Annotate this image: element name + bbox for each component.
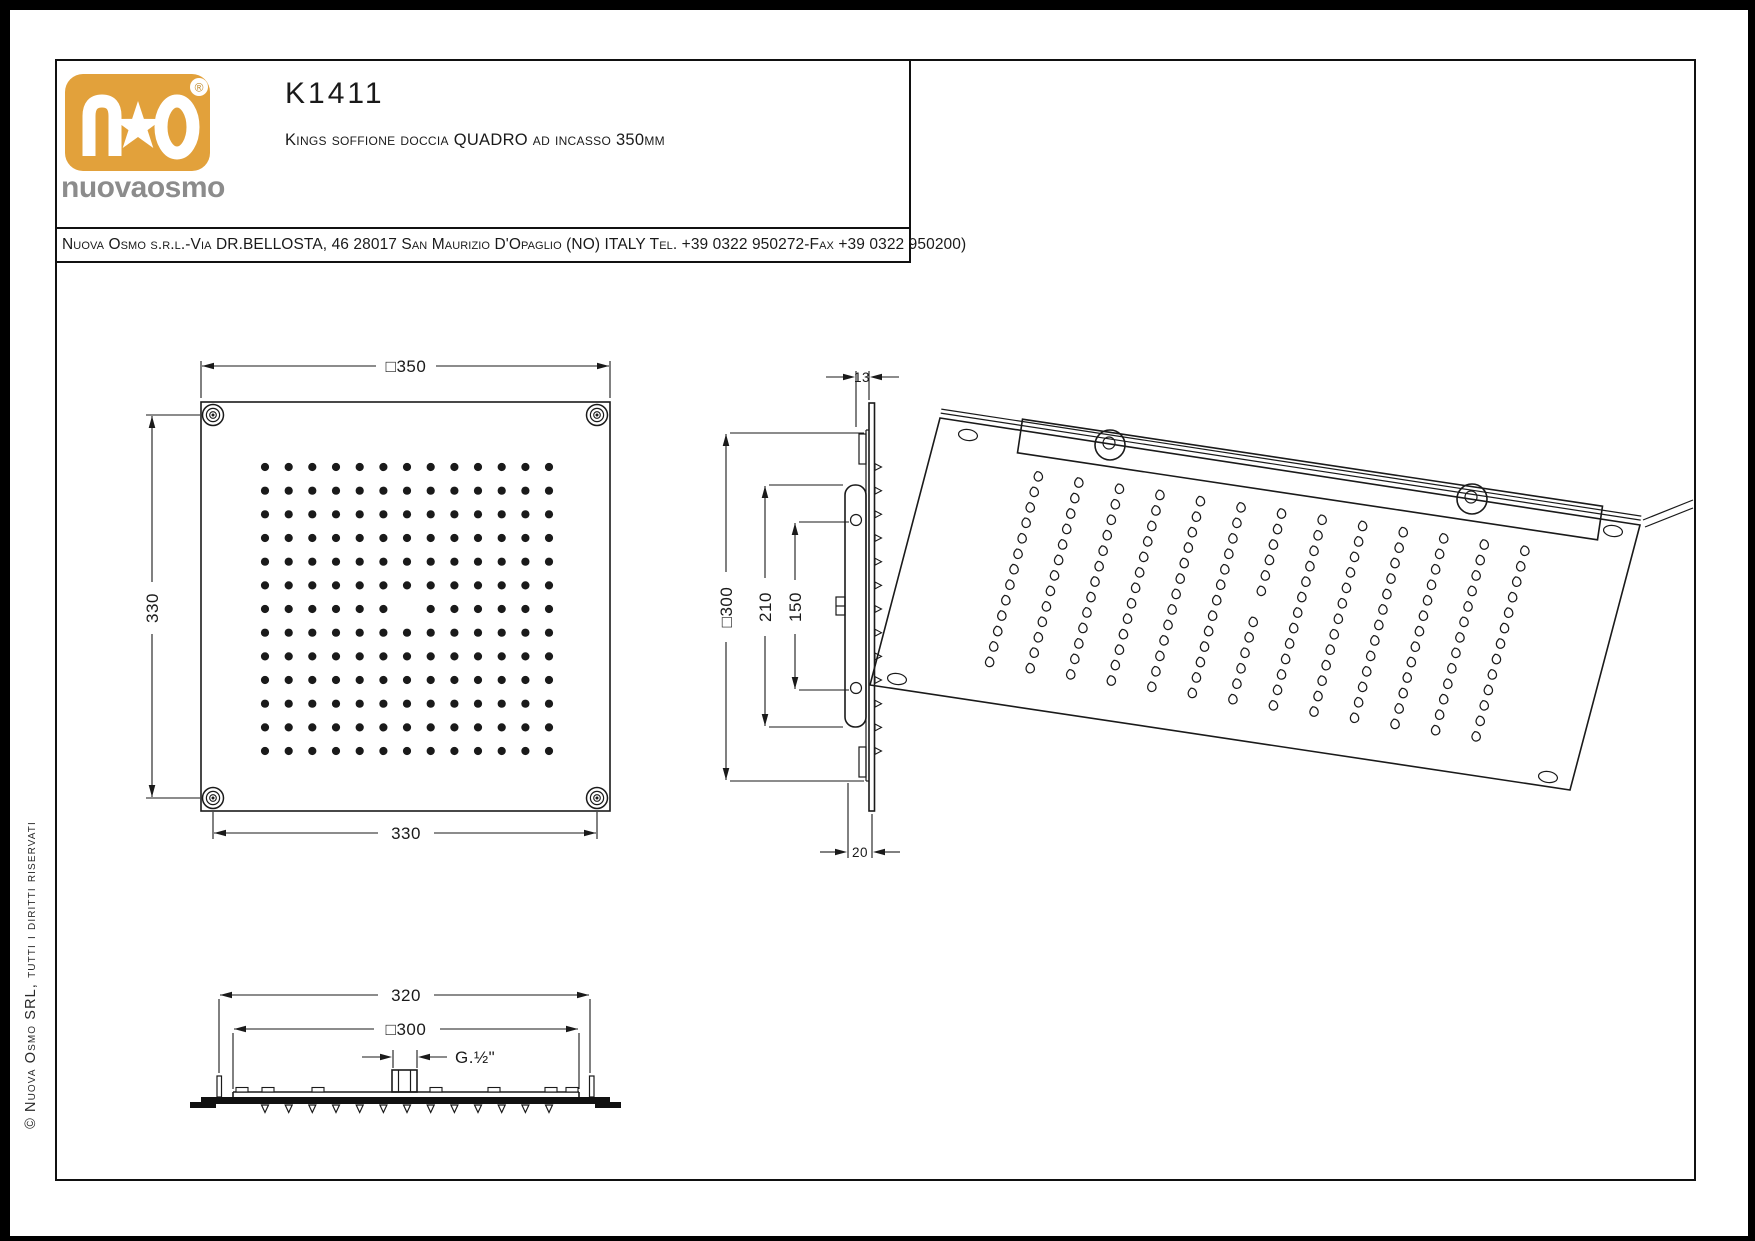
product-description: Kings soffione doccia QUADRO ad incasso 350mm bbox=[285, 131, 665, 149]
front-dim-top bbox=[201, 357, 610, 398]
brand-name: nuovaosmo bbox=[61, 171, 225, 204]
dim-front-width: □350 bbox=[385, 357, 427, 376]
corner-hole-right bbox=[1603, 524, 1623, 538]
bottom-flange bbox=[201, 1097, 610, 1104]
dim-side-depth: 20 bbox=[851, 845, 869, 860]
product-code: K1411 bbox=[285, 77, 385, 110]
corner-hole-bottom-right bbox=[1538, 770, 1558, 784]
side-view bbox=[717, 370, 900, 860]
side-tab-bottom bbox=[859, 747, 866, 777]
dim-thread-size: G.½" bbox=[455, 1048, 496, 1067]
front-nozzle-grid bbox=[261, 463, 553, 755]
perspective-bracket bbox=[1018, 419, 1603, 540]
perspective-plate bbox=[870, 418, 1640, 790]
side-dim-20 bbox=[820, 783, 900, 860]
corner-hole-bottom-left bbox=[887, 672, 907, 686]
side-nozzle-row bbox=[875, 464, 882, 755]
bottom-dim-300 bbox=[233, 1020, 579, 1089]
front-dim-bottom bbox=[213, 812, 597, 843]
bottom-dim-thread bbox=[362, 1048, 495, 1068]
dim-side-hole-spacing: 150 bbox=[786, 592, 805, 622]
perspective-view bbox=[870, 409, 1693, 790]
side-tab-top bbox=[859, 434, 866, 464]
corner-hole-top-left bbox=[958, 428, 978, 442]
front-dim-left bbox=[143, 415, 200, 798]
dim-bottom-square: □300 bbox=[385, 1020, 427, 1039]
dim-side-square: □300 bbox=[717, 586, 736, 628]
dim-side-thickness: 13 bbox=[853, 370, 871, 385]
bracket-hole-bottom bbox=[851, 683, 862, 694]
bracket-hole-top bbox=[851, 515, 862, 526]
bottom-end-tab-left bbox=[217, 1076, 222, 1097]
copyright-note: © Nuova Osmo SRL, tutti i diritti riservati bbox=[23, 821, 39, 1129]
bottom-nozzle-row bbox=[262, 1105, 553, 1113]
perspective-nozzle-grid bbox=[984, 471, 1530, 742]
front-view bbox=[143, 357, 610, 843]
bottom-view bbox=[190, 986, 621, 1113]
bottom-foot-left bbox=[190, 1102, 216, 1108]
bottom-end-tab-right bbox=[590, 1076, 595, 1097]
dim-front-screw-spacing: 330 bbox=[391, 824, 421, 843]
dim-front-height: 330 bbox=[143, 593, 162, 623]
side-plate-profile bbox=[869, 403, 875, 811]
side-dim-13 bbox=[826, 370, 899, 427]
water-inlet-connector bbox=[392, 1070, 417, 1092]
company-address: Nuova Osmo s.r.l.-Via DR.BELLOSTA, 46 28017 San Maurizio D'Opaglio (NO) ITALY Tel. +39 0322 950272-Fax +39 0322 950200) bbox=[62, 236, 967, 253]
registered-mark: ® bbox=[194, 80, 204, 95]
side-mounting-bracket bbox=[845, 485, 866, 727]
dim-bottom-outer: 320 bbox=[391, 986, 421, 1005]
bracket-hole-right bbox=[1465, 491, 1477, 503]
bottom-foot-right bbox=[595, 1102, 621, 1108]
dim-side-bracket: 210 bbox=[756, 592, 775, 622]
